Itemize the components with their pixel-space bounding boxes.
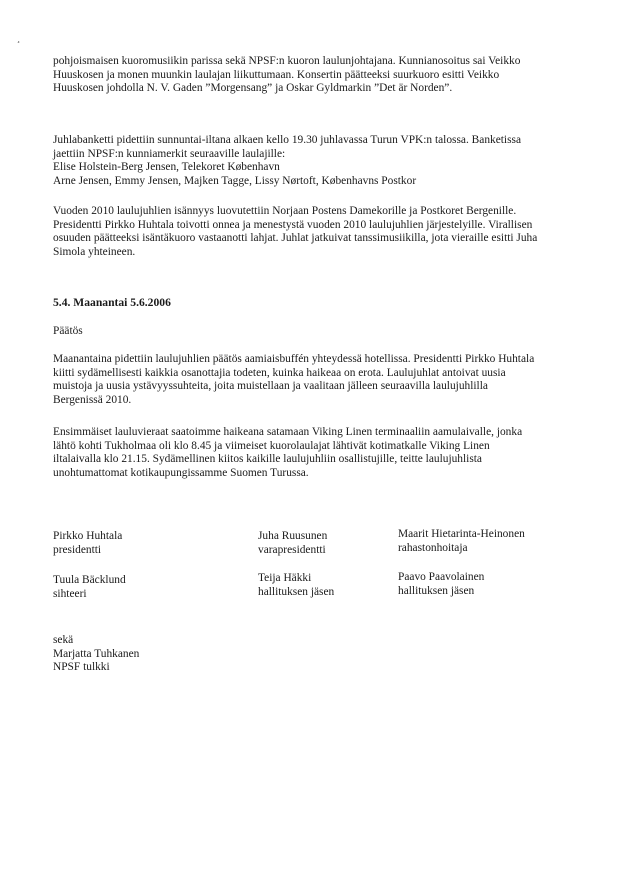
signature-block	[398, 528, 525, 555]
text-line: Maanantaina pidettiin laulujuhlien päätös aamiaisbuffén yhteydessä hotellissa. Presidentti Pirkko Huhtala	[53, 353, 535, 365]
paragraph-departures	[53, 426, 598, 480]
subheading: Päätös	[53, 325, 83, 337]
text-line: Huuskosen johdolla N. V. Gaden ”Morgensang” ja Oskar Gyldmarkin ”Det är Norden”.	[53, 82, 453, 95]
text-line: Huuskosen ja monen muunkin laulajan liikuttumaan. Konsertin päätteeksi suurkuoro esitti Veikko	[53, 68, 500, 81]
text-line: Arne Jensen, Emmy Jensen, Majken Tagge, Lissy Nørtoft, Københavns Postkor	[53, 174, 417, 187]
text-line: Juhlabanketti pidettiin sunnuntai-iltana alkaen kello 19.30 juhlavassa Turun VPK:n talossa. Banketissa	[53, 134, 522, 146]
text-line: Elise Holstein-Berg Jensen, Telekoret København	[53, 161, 280, 174]
text-line: Presidentti Pirkko Huhtala toivotti onnea ja menestystä vuoden 2010 laulujuhlien järjestelyille. Virallisen	[53, 218, 533, 231]
signatory-title: rahastonhoitaja	[398, 541, 468, 554]
paragraph-concert-end	[53, 55, 598, 96]
signatory-title: presidentti	[53, 543, 102, 556]
closing-block	[53, 634, 139, 675]
signature-block	[53, 574, 126, 601]
text-line: kiitti sydämellisesti kaikkia osanottajia todeten, kuinka haikeaa on erota. Laulujuhlat antoivat uusia	[53, 366, 506, 379]
signature-block	[258, 530, 327, 557]
section-heading: 5.4. Maanantai 5.6.2006	[53, 296, 171, 309]
text-line: Ensimmäiset lauluvieraat saatoimme haikeana satamaan Viking Linen terminaaliin aamulaivalle, jonka	[53, 426, 523, 438]
corner-mark: ¸	[17, 33, 20, 43]
text-line: Vuoden 2010 laulujuhlien isännyys luovutettiin Norjaan Postens Damekorille ja Postkoret Bergenille.	[53, 205, 517, 217]
text-line: lähtö kohti Tukholmaa oli klo 8.45 ja viimeiset kuorolaulajat lähtivät kotimatkalle Viking Linen	[53, 439, 490, 452]
signatory-title: hallituksen jäsen	[258, 585, 335, 598]
text-line: iltalaivalla klo 21.15. Sydämellinen kiitos kaikille laulujuhliin osallistujille, teitte laulujuhlista	[53, 453, 482, 466]
signatory-name: Pirkko Huhtala	[53, 530, 123, 542]
paragraph-banquet	[53, 134, 598, 188]
text-line: jaettiin NPSF:n kunniamerkit seuraaville laulajille:	[53, 147, 286, 160]
signatory-name: Maarit Hietarinta-Heinonen	[398, 528, 525, 540]
text-line: Simola yhteineen.	[53, 245, 136, 258]
signatory-title: sihteeri	[53, 587, 87, 600]
interpreter-name: Marjatta Tuhkanen	[53, 647, 140, 660]
paragraph-closing-breakfast	[53, 353, 598, 407]
signatory-name: Teija Häkki	[258, 572, 312, 584]
text-line: unohtumattomat kotikaupungissamme Suomen Turussa.	[53, 466, 309, 479]
closing-connector: sekä	[53, 634, 74, 646]
signatory-title: varapresidentti	[258, 543, 326, 556]
interpreter-title: NPSF tulkki	[53, 661, 110, 674]
signatory-title: hallituksen jäsen	[398, 584, 475, 597]
text-line: muistoja ja uusia ystävyyssuhteita, joita muistellaan ja vaalitaan jälleen seuraavilla laulujuhlilla	[53, 380, 488, 393]
signatory-name: Tuula Bäcklund	[53, 574, 126, 586]
signatory-name: Paavo Paavolainen	[398, 571, 485, 583]
paragraph-2010-hosts	[53, 205, 598, 259]
text-line: pohjoismaisen kuoromusiikin parissa sekä NPSF:n kuoron laulunjohtajana. Kunnianosoitus sai Veikko	[53, 55, 521, 67]
text-line: osuuden päätteeksi isäntäkuoro vastaanotti lahjat. Juhlat jatkuivat tanssimusiikilla, jota vieraille esitti Juha	[53, 232, 538, 245]
text-line: Bergenissä 2010.	[53, 393, 132, 406]
signatory-name: Juha Ruusunen	[258, 530, 328, 542]
signature-block	[53, 530, 122, 557]
signature-block	[398, 571, 484, 598]
signature-block	[258, 572, 334, 599]
